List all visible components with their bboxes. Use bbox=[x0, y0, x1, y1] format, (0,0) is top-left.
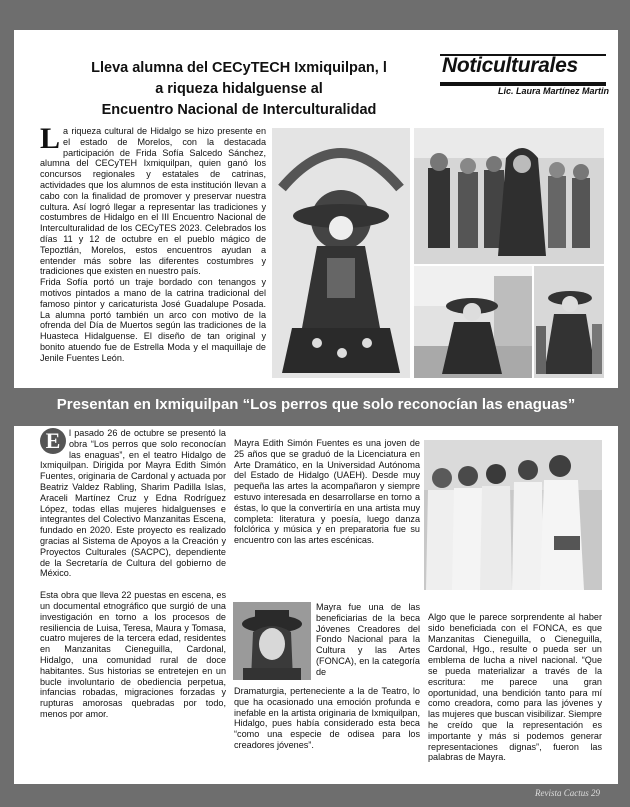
article1-body bbox=[40, 122, 266, 364]
column-logo bbox=[440, 54, 610, 96]
page-footer: Revista Cactus 29 bbox=[535, 788, 600, 798]
article2-dropcap: E bbox=[40, 428, 66, 454]
catrina-photo-outdoor bbox=[414, 266, 532, 378]
column-author: Lic. Laura Martínez Martin bbox=[498, 86, 610, 96]
catrina-photo-large bbox=[272, 128, 410, 378]
article1-title-line2: a riqueza hidalguense al bbox=[155, 81, 323, 97]
article2-col2-paragraph-3: Dramaturgia, perteneciente a la de Teatro, lo que ha ocasionado una emoción profunda e inefable en la artista originaria de Ixmiquilpan, Hidalgo, pues había considerado esta beca “como una especie de odisea para los creadores jóvenes”. bbox=[234, 686, 420, 750]
article2-column-2 bbox=[234, 438, 420, 546]
article1-title-line3: Encuentro Nacional de Interculturalidad bbox=[101, 102, 377, 118]
article1-paragraph-1: a riqueza cultural de Hidalgo se hizo presente en el estado de Morelos, con la destacada participación de Frida Sofía Salcedo Sánchez, alumna del CECyTEH Ixmiquilpan, quien ganó los concursos regionales y estatales de catrinas, actividades que los alumnos de esta institución llevan a cabo con la finalidad de promover y preservar nuestra cultura. Así logró llegar a representar las tradiciones y costumbres de Hidalgo en el III Encuentro Nacional de Interculturalidad de los CECyTES 2023. Celebrados los días 11 y 12 de octubre en el pueblo mágico de Tepoztlán, Morelos, estos encuentros ayudan a entender más sobre las diferentes costumbres y tradiciones que existen en nuestro país. bbox=[40, 126, 266, 277]
people-photo-illustration bbox=[534, 266, 604, 378]
article1-paragraph-2: Frida Sofía portó un traje bordado con tenangos y motivos pintados a mano de la catrina tradicional del famoso pintor y caricaturista José Guadalupe Posada. La alumna portó también un arco con motivo de la ofrenda del Día de Muertos según las tradiciones de la Huasteca Hidalguense. El diseño de tan original y bonito atuendo fue de Estrella Moda y el maquillaje de Jenile Fuentes León. bbox=[40, 277, 266, 363]
article2-col3-paragraph-1: Algo que le parece sorprendente al haber sido beneficiada con el FONCA, es que Manzanitas Cieneguilla, o Cieneguilla, Cardonal, Hgo., resulte o pueda ser un emblema de lucha a nivel nacional. “Que se pueda materializar a través de la escritura: me parece una gran oportunidad, una bendición tanto para mí como creadora, como para las jóvenes y las mujeres que buscan visibilizar. Siempre he creído que la representación es importante y más si podemos generar representaciones dignas”, fueron las palabras de Mayra. bbox=[428, 612, 602, 763]
article2-title: Presentan en Ixmiquilpan “Los perros que solo reconocían las enaguas” bbox=[56, 396, 576, 413]
article2-col2-paragraph-1: Mayra Edith Simón Fuentes es una joven de 25 años que se graduó de la Licenciatura en Arte Dramático, en la Universidad Autónoma del Estado de Hidalgo (UAEH). Desde muy pequeña las artes la acompañaron y siempre estuvo interesada en desarrollarse en torno a éstas, lo que la convertiría en una artista muy completa: literatura y poesía, luego danza folclórica y música y en preparatoria fue su encuentro con las artes escénicas. bbox=[234, 438, 420, 546]
portrait-illustration bbox=[233, 602, 311, 680]
group-photo-award bbox=[414, 128, 604, 264]
article2-column-2-wrap bbox=[316, 602, 420, 678]
article1-dropcap: L bbox=[40, 122, 61, 155]
article1-title-line1: Lleva alumna del CECyTECH Ixmiquilpan, l bbox=[91, 60, 387, 76]
article2-col2-paragraph-2: Mayra fue una de las beneficiarias de la beca Jóvenes Creadores del Fondo Nacional para la Cultura y las Artes (FONCA), en la categoría de bbox=[316, 602, 420, 677]
article1-title bbox=[44, 58, 434, 121]
outdoor-photo-illustration bbox=[414, 266, 532, 378]
article2-column-1 bbox=[40, 428, 226, 720]
article2-column-3 bbox=[428, 612, 602, 763]
article2-col1-paragraph-2: Esta obra que lleva 22 puestas en escena, es un documental etnográfico que surgió de una investigación en torno a los procesos de resiliencia de Luisa, Teresa, Maura y Tomasa, cuatro mujeres de la tercera edad, residentes en Manzanitas Cieneguilla, Cardonal, Hidalgo, una comunidad rural de doce habitantes. Sus historias se entretejen en un bucle involuntario de obediencia perpetua, infancias robadas, migraciones forzadas y rupturas amorosas quebradas por todo, menos por amor. bbox=[40, 590, 226, 719]
mayra-portrait-photo bbox=[233, 602, 311, 680]
group-photo-illustration bbox=[414, 128, 604, 264]
article2-col1-paragraph-1: l pasado 26 de octubre se presentó la obra “Los perros que solo reconocían las enaguas”, en el teatro Hidalgo de Ixmiquilpan. Dirigida por Mayra Edith Simón Fuentes, originaria de Cardonal y actuada por Beatriz Valdez Rabling, Sharim Padilla Islas, Araceli Martínez Cruz y Edna Rodríguez López, todas ellas mujeres hidalguenses e integrantes del Colectivo Manzanitas Escena, fundado en 2020. Este proyecto es realizado gracias al Sistema de Apoyos a la Creación y Proyectos Culturales (SACPC), dependiente de la Secretaría de Cultura del gobierno de México. bbox=[40, 428, 226, 579]
column-name: Noticulturales bbox=[442, 54, 578, 77]
article2-column-2-rest bbox=[234, 686, 420, 751]
actresses-illustration bbox=[424, 440, 602, 590]
actresses-group-photo bbox=[424, 440, 602, 590]
catrina-photo-people bbox=[534, 266, 604, 378]
catrina-figure-illustration bbox=[272, 128, 410, 378]
